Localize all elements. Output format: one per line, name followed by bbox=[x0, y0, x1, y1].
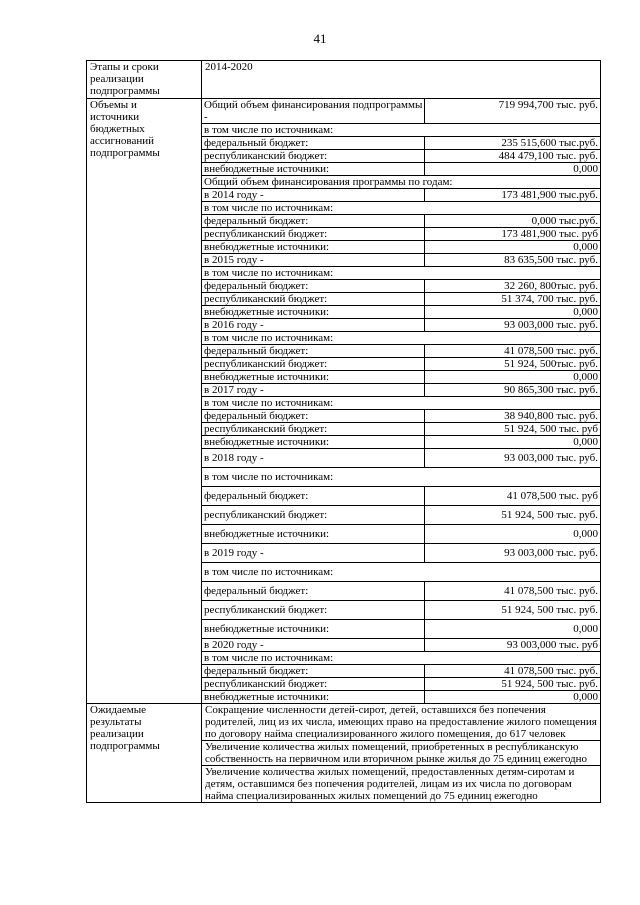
funding-line-value: 32 260, 800тыс. руб. bbox=[425, 280, 600, 293]
result-item: Увеличение количества жилых помещений, предоставленных детям-сиротам и детям, оставшимся без попечения родителей, лицам из их числа по договорам найма специализированных жилых помещений до 75 единиц ежегодно bbox=[205, 766, 575, 802]
funding-value-cell bbox=[202, 99, 601, 704]
funding-line bbox=[202, 691, 600, 704]
funding-row bbox=[87, 99, 601, 704]
stages-value: 2014-2020 bbox=[205, 61, 253, 73]
funding-line bbox=[202, 228, 600, 241]
funding-label-cell bbox=[87, 99, 202, 704]
funding-line-text: федеральный бюджет: bbox=[202, 345, 425, 358]
funding-line-text: Общий объем финансирования программы по годам: bbox=[202, 176, 600, 189]
funding-line-text: в том числе по источникам: bbox=[202, 652, 600, 665]
funding-line-value: 0,000 bbox=[425, 241, 600, 254]
stages-row bbox=[87, 61, 601, 99]
funding-line-text: республиканский бюджет: bbox=[202, 358, 425, 371]
funding-line-value: 51 924, 500 тыс. руб. bbox=[425, 506, 600, 525]
funding-line-value: 90 865,300 тыс. руб. bbox=[425, 384, 600, 397]
funding-line-text: Общий объем финансирования подпрограммы - bbox=[202, 99, 425, 124]
results-label-cell bbox=[87, 704, 202, 803]
funding-line bbox=[202, 241, 600, 254]
funding-line-value: 484 479,100 тыс. руб. bbox=[425, 150, 600, 163]
funding-line-value: 93 003,000 тыс. руб bbox=[425, 639, 600, 652]
funding-line bbox=[202, 436, 600, 449]
stages-label: Этапы и сроки реализации подпрограммы bbox=[90, 61, 160, 97]
funding-line-text: федеральный бюджет: bbox=[202, 582, 425, 601]
funding-line-value: 0,000 тыс.руб. bbox=[425, 215, 600, 228]
funding-line-text: в том числе по источникам: bbox=[202, 202, 600, 215]
funding-line-text: в том числе по источникам: bbox=[202, 397, 600, 410]
results-value-cell bbox=[202, 704, 601, 803]
funding-line bbox=[202, 99, 600, 124]
stages-label-cell bbox=[87, 61, 202, 99]
funding-line bbox=[202, 563, 600, 582]
funding-line-text: в том числе по источникам: bbox=[202, 267, 600, 280]
funding-line-value: 0,000 bbox=[425, 371, 600, 384]
funding-line bbox=[202, 332, 600, 345]
funding-line-value: 235 515,600 тыс.руб. bbox=[425, 137, 600, 150]
funding-line-text: республиканский бюджет: bbox=[202, 423, 425, 436]
funding-line bbox=[202, 215, 600, 228]
funding-line bbox=[202, 639, 600, 652]
funding-line bbox=[202, 267, 600, 280]
funding-line bbox=[202, 652, 600, 665]
funding-line bbox=[202, 293, 600, 306]
funding-line-text: федеральный бюджет: bbox=[202, 410, 425, 423]
funding-line-value: 173 481,900 тыс. руб bbox=[425, 228, 600, 241]
stages-value-cell bbox=[202, 61, 601, 99]
funding-line bbox=[202, 423, 600, 436]
funding-line bbox=[202, 137, 600, 150]
funding-line-value: 51 924, 500 тыс. руб. bbox=[425, 601, 600, 620]
funding-line-text: республиканский бюджет: bbox=[202, 228, 425, 241]
funding-line-text: в 2016 году - bbox=[202, 319, 425, 332]
funding-line bbox=[202, 319, 600, 332]
funding-line bbox=[202, 468, 600, 487]
funding-line-text: в 2020 году - bbox=[202, 639, 425, 652]
funding-line-value: 51 924, 500тыс. руб. bbox=[425, 358, 600, 371]
funding-line-value: 51 374, 700 тыс. руб. bbox=[425, 293, 600, 306]
funding-line bbox=[202, 124, 600, 137]
funding-line-value: 0,000 bbox=[573, 691, 598, 703]
funding-line-value: 0,000 bbox=[425, 620, 600, 639]
funding-line bbox=[202, 620, 600, 639]
funding-line-text: внебюджетные источники: bbox=[202, 436, 425, 449]
page-number: 41 bbox=[313, 31, 327, 46]
funding-line bbox=[202, 163, 600, 176]
results-label: Ожидаемые результаты реализации подпрограммы bbox=[90, 704, 160, 752]
funding-line bbox=[202, 384, 600, 397]
funding-line bbox=[202, 449, 600, 468]
funding-line bbox=[202, 487, 600, 506]
funding-line-value: 38 940,800 тыс. руб. bbox=[425, 410, 600, 423]
funding-line bbox=[202, 544, 600, 563]
funding-line-text: республиканский бюджет: bbox=[202, 150, 425, 163]
funding-line bbox=[202, 176, 600, 189]
funding-line bbox=[202, 410, 600, 423]
funding-line bbox=[202, 506, 600, 525]
funding-line-text: внебюджетные источники: bbox=[202, 371, 425, 384]
funding-line-text: в 2019 году - bbox=[202, 544, 425, 563]
result-item: Увеличение количества жилых помещений, приобретенных в республиканскую собственность на первичном или вторичном рынке жилья до 75 единиц ежегодно bbox=[202, 741, 600, 766]
funding-line-text: федеральный бюджет: bbox=[202, 215, 425, 228]
funding-line-value: 41 078,500 тыс. руб bbox=[425, 487, 600, 506]
funding-line-text: федеральный бюджет: bbox=[202, 665, 425, 678]
funding-line-text: республиканский бюджет: bbox=[202, 293, 425, 306]
funding-line-text: внебюджетные источники: bbox=[202, 306, 425, 319]
funding-line-value: 0,000 bbox=[425, 525, 600, 544]
funding-line-text: в том числе по источникам: bbox=[202, 468, 600, 487]
funding-line-value: 51 924, 500 тыс. руб. bbox=[425, 678, 600, 691]
funding-line-text: внебюджетные источники: bbox=[202, 241, 425, 254]
funding-line-value: 93 003,000 тыс. руб. bbox=[425, 544, 600, 563]
funding-line bbox=[202, 371, 600, 384]
funding-line-value: 93 003,000 тыс. руб. bbox=[425, 449, 600, 468]
funding-line-text: внебюджетные источники: bbox=[202, 691, 425, 704]
funding-line bbox=[202, 150, 600, 163]
funding-line-value: 0,000 bbox=[425, 306, 600, 319]
funding-line bbox=[202, 202, 600, 215]
funding-line-text: в 2018 году - bbox=[202, 449, 425, 468]
funding-line bbox=[202, 358, 600, 371]
funding-line-text: федеральный бюджет: bbox=[202, 280, 425, 293]
funding-line-text: в 2017 году - bbox=[202, 384, 425, 397]
funding-line-value: 0,000 bbox=[425, 436, 600, 449]
funding-line-value: 93 003,000 тыс. руб. bbox=[425, 319, 600, 332]
funding-line-text: республиканский бюджет: bbox=[202, 678, 425, 691]
funding-line-value: 83 635,500 тыс. руб. bbox=[425, 254, 600, 267]
funding-line bbox=[202, 397, 600, 410]
funding-line-value: 173 481,900 тыс.руб. bbox=[425, 189, 600, 202]
funding-line-text: внебюджетные источники: bbox=[202, 525, 425, 544]
funding-line bbox=[202, 678, 600, 691]
funding-line-value: 41 078,500 тыс. руб. bbox=[425, 665, 600, 678]
funding-line bbox=[202, 189, 600, 202]
funding-line bbox=[202, 306, 600, 319]
funding-line-text: федеральный бюджет: bbox=[202, 137, 425, 150]
funding-line bbox=[202, 601, 600, 620]
funding-line bbox=[202, 345, 600, 358]
funding-line-text: в том числе по источникам: bbox=[202, 124, 600, 137]
funding-label: Объемы и источники бюджетных ассигнований подпрограммы bbox=[90, 99, 160, 159]
funding-line bbox=[202, 582, 600, 601]
funding-line-value: 0,000 bbox=[425, 163, 600, 176]
funding-line-text: внебюджетные источники: bbox=[202, 163, 425, 176]
result-item: Сокращение численности детей-сирот, детей, оставшихся без попечения родителей, лиц из их числа, имеющих право на предоставление жилого помещения по договору найма специализированного жилого помещения, до 617 человек bbox=[202, 704, 600, 741]
funding-line bbox=[202, 280, 600, 293]
funding-line-text: в том числе по источникам: bbox=[202, 563, 600, 582]
funding-line-text: федеральный бюджет: bbox=[202, 487, 425, 506]
funding-line-value: 41 078,500 тыс. руб. bbox=[425, 582, 600, 601]
funding-line-text: в том числе по источникам: bbox=[202, 332, 600, 345]
funding-line-text: в 2015 году - bbox=[202, 254, 425, 267]
results-list bbox=[202, 704, 600, 802]
funding-breakdown-table bbox=[202, 99, 600, 703]
passport-table bbox=[86, 60, 601, 803]
funding-line bbox=[202, 254, 600, 267]
funding-line-value: 719 994,700 тыс. руб. bbox=[425, 99, 600, 124]
funding-line-text: республиканский бюджет: bbox=[202, 506, 425, 525]
funding-line-value: 41 078,500 тыс. руб. bbox=[425, 345, 600, 358]
funding-line-value: 51 924, 500 тыс. руб bbox=[425, 423, 600, 436]
funding-line-text: в 2014 году - bbox=[202, 189, 425, 202]
funding-line-text: республиканский бюджет: bbox=[202, 601, 425, 620]
funding-line bbox=[202, 525, 600, 544]
funding-line bbox=[202, 665, 600, 678]
results-row bbox=[87, 704, 601, 803]
funding-line-text: внебюджетные источники: bbox=[202, 620, 425, 639]
